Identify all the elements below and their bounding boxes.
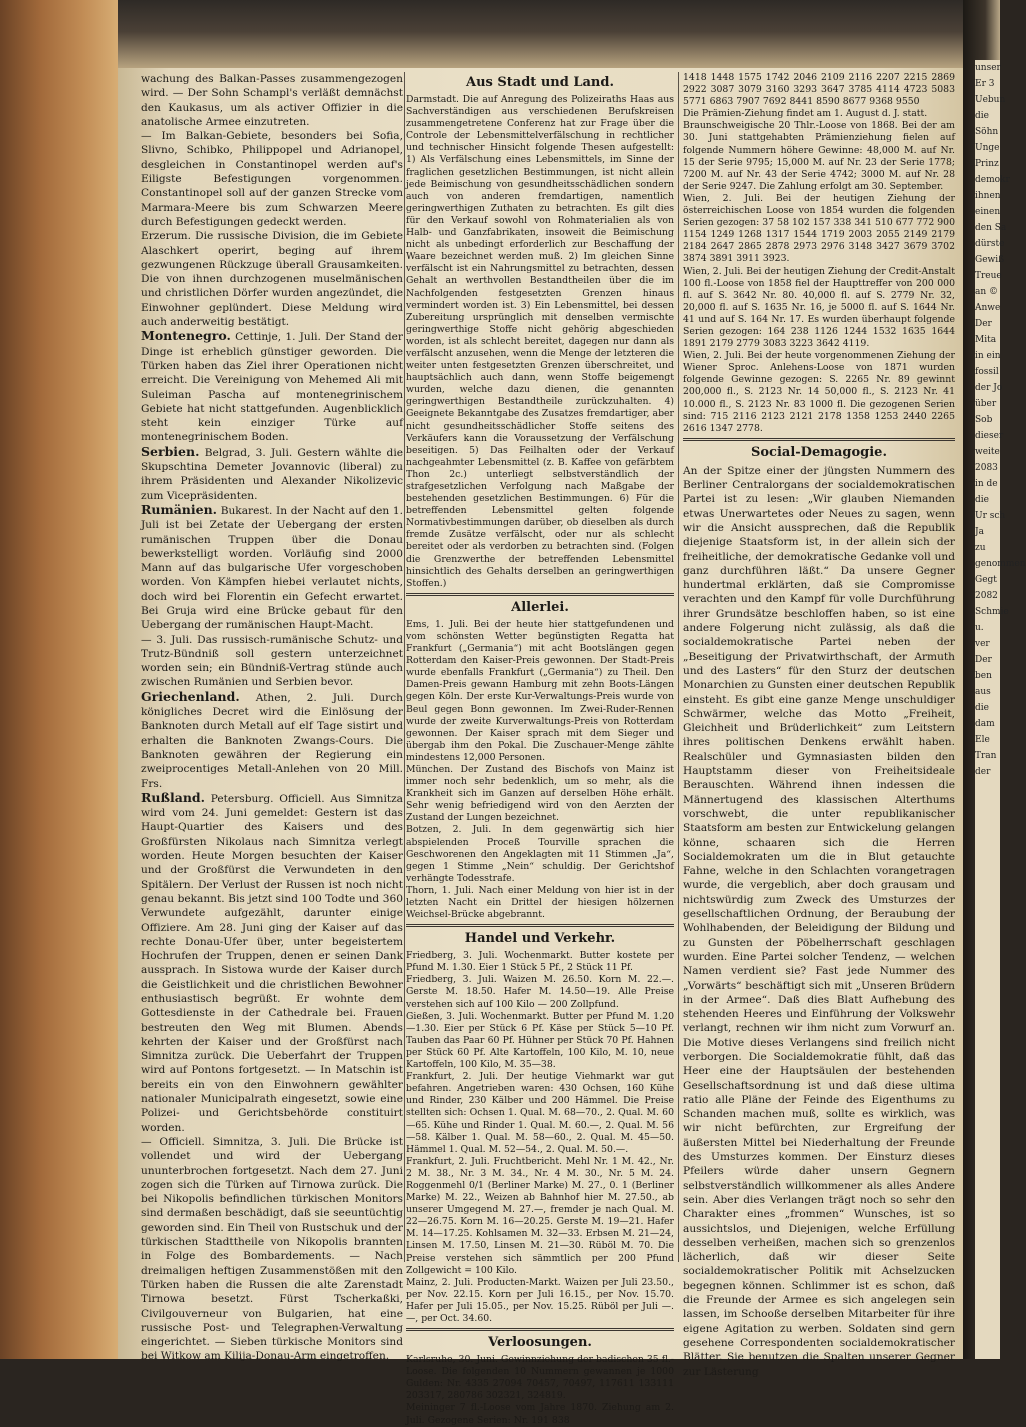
- section-heading-montenegro: Montenegro.: [141, 328, 231, 344]
- article-paragraph: Gießen, 3. Juli. Wochenmarkt. Butter per Pfund M. 1.20—1.30. Eier per Stück 6 Pf. Käse per Stück 5—10 Pf. Tauben das Paar 60 Pf. Hühner per Stück 70 Pf. Hahnen per Stück 60 Pf. Alte Kartoffeln, 100 Kilo, M. 10, neue Kartoffeln, 100 Kilo, M. 35—38.: [406, 1010, 674, 1071]
- next-page-fragment: unser: [975, 63, 1001, 73]
- next-page-fragment: ben: [975, 671, 992, 681]
- section-heading-serbien: Serbien.: [141, 443, 200, 459]
- next-page-fragment: in ein: [975, 351, 1001, 361]
- section-rule: [406, 924, 674, 927]
- article-paragraph: Petersburg. Officiell. Aus Simnitza wird vom 24. Juni gemeldet: Gestern ist das Haupt-Quartier des Kaisers und des Großfürsten Nikolaus nach Simnitza verlegt worden. Heute Morgen besuchten der Kaiser und der Großfürst die Verwundeten in den Spitälern. Der Verlust der Russen ist noch nicht genau bekannt. Bis jetzt sind 100 Todte und 360 Verwundete aufgezählt, darunter einige Offiziere. Am 28. Juni ging der Kaiser auf das rechte Donau-Ufer über, unter begeistertem Hochrufen der Truppen, denen er seinen Dank aussprach. In Sistowa wurde der Kaiser durch die Geistlichkeit und die christlichen Bewohner enthusiastisch begrüßt. Er wohnte dem Gottesdienste in der Cathedrale bei. Frauen bestreuten den Weg mit Blumen. Abends kehrten der Kaiser und der Großfürst nach Simnitza zurück. Die Ueberfahrt der Truppen wird auf Pontons fortgesetzt. — In Matschin ist bereits ein von den Einwohnern gewählter nationaler Municipalrath eingesetzt, sowie eine Polizei- und Gerichtsbehörde constituirt worden.: [141, 792, 403, 1134]
- section-heading-verloosungen: Verloosungen.: [488, 1335, 592, 1351]
- article-paragraph: Ems, 1. Juli. Bei der heute hier stattgefundenen und vom schönsten Wetter begünstigten Regatta hat Frankfurt („Germania“) mit acht Bootslängen gegen Rotterdam den Kaiser-Preis gewonnen. Der Stadt-Preis wurde ebenfalls Frankfurt („Germania“) zu Theil. Den Damen-Preis gewann Hamburg mit zehn Boots-Längen gegen Köln. Der erste Kur-Verwaltungs-Preis wurde von Beul gegen Bonn gewonnen. Im Zwei-Ruder-Rennen wurde der zweite Kurverwaltungs-Preis von Rotterdam gewonnen. Der Kaiser sprach mit dem Sieger und übergab ihm den Pokal. Die Zuschauer-Menge zählte mindestens 12,000 Personen.: [406, 618, 674, 763]
- next-page-fragment: 2082: [975, 591, 998, 601]
- next-page-fragment: 2083: [975, 463, 998, 473]
- next-page-fragment: einen: [975, 207, 1001, 217]
- next-page-fragment: weite: [975, 447, 1000, 457]
- next-page-fragment: dieser: [975, 431, 1004, 441]
- next-page-fragment: Tran: [975, 751, 997, 761]
- next-page-fragment: in de: [975, 479, 998, 489]
- article-paragraph: wachung des Balkan-Passes zusammengezogen wird. — Der Sohn Schampl's verläßt demnächst den Kaukasus, um als activer Offizier in die anatolische Armee einzutreten.: [141, 73, 403, 128]
- book-binding-edge: [0, 0, 118, 1359]
- section-rule: [683, 438, 955, 441]
- section-rule: [406, 593, 674, 596]
- article-paragraph: Frankfurt, 2. Juli. Der heutige Viehmarkt war gut befahren. Angetrieben waren: 430 Ochsen, 160 Kühe und Rinder, 230 Kälber und 200 Hämmel. Die Preise stellten sich: Ochsen 1. Qual. M. 68—70., 2. Qual. M. 60—65. Kühe und Rinder 1. Qual. M. 60.—, 2. Qual. M. 56—58. Kälber 1. Qual. M. 58—60., 2. Qual. M. 45—50. Hämmel 1. Qual. M. 52—54., 2. Qual. M. 50.—.: [406, 1071, 674, 1155]
- article-paragraph: Bukarest. In der Nacht auf den 1. Juli ist bei Zetate der Uebergang der ersten rumänischen Truppen über die Donau bewerkstelligt worden. Vorläufig sind 2000 Mann auf das bulgarische Ufer vorgeschoben worden. Von Kämpfen hiebei verlautet nichts, doch wird bei Florentin ein Gefecht erwartet. Bei Gruja wird eine Brücke gebaut für den Uebergang der rumänischen Haupt-Macht.: [141, 504, 403, 632]
- next-page-fragment: Schmie: [975, 607, 1009, 617]
- next-page-fragment: Der: [975, 655, 992, 665]
- article-paragraph: An der Spitze einer der jüngsten Nummern des Berliner Centralorgans der socialdemokratischen Partei ist zu lesen: „Wir glauben Niemanden etwas Unerwartetes oder Neues zu sagen, wenn wir die Ansicht aussprechen, daß die Republik diejenige Staatsform ist, in der allein sich der freiheitliche, der demokratische Gedanke voll und ganz durchführen läßt.“ Da unsere Gegner hundertmal erklärten, daß sie Compromisse verachten und den Kampf für volle Durchführung ihrer Grundsätze beschloffen haben, so ist eine andere Folgerung nicht zulässig, als daß die socialdemokratische Partei neben der „Beseitigung der Privatwirthschaft, der Armuth und des Lasters“ für den Sturz der deutschen Monarchien zu Gunsten einer deutschen Republik einsteht. Es gibt eine ganze Menge unschuldiger Schwärmer, welche das Motto „Freiheit, Gleichheit und Brüderlichkeit“ zum Leitstern ihres politischen Denkens erwählt haben. Realschüler und Gymnasiasten bilden den Hauptstamm dieser von Freiheitsideale Berauschten. Während ihnen indessen die Männertugend des klassischen Alterthums vorschwebt, die unter republikanischer Staatsform am besten zur Entwickelung gelangen könne, schaaren sich die Herren Socialdemokraten um die in Blut getauchte Fahne, welche in den Schlachten vorangetragen wurde, die vergeblich, aber doch grausam und nichtswürdig zum Zweck des Umsturzes der gesellschaftlichen Ordnung, der Beraubung der Wohlhabenden, der Beleidigung der Bildung und zu Gunsten der Pöbelherrschaft geschlagen wurden. Eine Partei solcher Tendenz, — welchen Namen verdient sie? Fast jede Nummer des „Vorwärts“ beschäftigt sich mit „Unseren Brüdern in der Armee“. Daß dies Blatt Aufhebung des stehenden Heeres und Einführung der Volkswehr verlangt, rechnen wir ihm nicht zum Vorwurf an. Die Motive dieses Verlangens sind freilich nicht verborgen. Die Socialdemokratie fühlt, daß das Heer eine der Hauptsäulen der bestehenden Gesellschaftsordnung ist und daß diese ultima ratio alle Pläne der Feinde des Eigenthums zu Schanden machen muß, sollte es wirklich, was wir nicht befürchten, zur Ergreifung der äußersten Mittel bei Niederhaltung der Freunde des Umsturzes kommen. Der Einsturz dieses Pfeilers würde daher unsern Gegnern selbstverständlich willkommener als alles Andere sein. Aber dies Verlangen trägt noch so sehr den Charakter eines „frommen“ Wunsches, ist so aussichtslos, und Diejenigen, welche Erfüllung desselben verheißen, machen sich so grenzenlos lächerlich, daß wir dieser Seite socialdemokratischer Politik mit Achselzucken begegnen können. Schlimmer ist es schon, daß die Freunde der Armee es sich angelegen sein lassen, im Schooße derselben Mitarbeiter für ihre eigene Agitation zu werben. Soldaten sind gern gesehene Correspondenten socialdemokratischer Blätter. Sie benutzen die Spalten unserer Gegner zur Lästerung: [683, 464, 955, 1378]
- next-page-fragment: der Jo: [975, 383, 1003, 393]
- article-paragraph: — 3. Juli. Das russisch-rumänische Schutz- und Trutz-Bündniß soll gestern unterzeichnet worden sein; ein Bündniß-Vertrag stünde auch zwischen Rumänien und Serbien bevor.: [141, 633, 403, 689]
- article-paragraph: Cettinje, 1. Juli. Der Stand der Dinge ist erheblich günstiger geworden. Die Türken haben das Ziel ihrer Operationen nicht erreicht. Die Vereinigung von Mehemed Ali mit Suleiman Pascha auf montenegrinischem Gebiete hat nicht stattgefunden. Augenblicklich steht kein einziger Türke auf montenegrinischem Boden.: [141, 331, 403, 444]
- next-page-fragment: aus: [975, 687, 991, 697]
- next-page-fragment: die: [975, 111, 989, 121]
- column-divider: [678, 72, 679, 1262]
- next-page-fragment: genommen: [975, 559, 1026, 569]
- top-shadow: [118, 0, 963, 70]
- next-page-fragment: der: [975, 767, 991, 777]
- next-page-fragment: dam: [975, 719, 995, 729]
- article-paragraph: Friedberg, 3. Juli. Waizen M. 26.50. Korn M. 22.—. Gerste M. 18.50. Hafer M. 14.50—19. Alle Preise verstehen sich auf 100 Kilo — 200 Zollpfund.: [406, 974, 674, 1010]
- article-paragraph: Meininger 7 fl.-Loose vom Jahre 1870. Ziehung am 2. Juli. Gezogene Serien: Nr. 191 838: [406, 1402, 674, 1426]
- section-heading-griechenland: Griechenland.: [141, 688, 240, 704]
- next-page-fragment: Ja: [975, 527, 984, 537]
- next-page-fragment: Sob: [975, 415, 993, 425]
- article-paragraph: Wien, 2. Juli. Bei der heutigen Ziehung der österreichischen Loose von 1854 wurden die folgenden Serien gezogen: 37 58 102 157 338 341 510 677 772 900 1154 1249 1268 1317 1544 1719 2003 2055 2149 2179 2184 2647 2865 2878 2973 2976 3148 3427 3679 3702 3874 3891 3911 3923.: [683, 192, 955, 265]
- next-page-fragment: Unge: [975, 143, 1000, 153]
- article-paragraph: Wien, 2. Juli. Bei der heutigen Ziehung der Credit-Anstalt 100 fl.-Loose von 1858 fiel der Haupttreffer von 200 000 fl. auf S. 3642 Nr. 80. 40,000 fl. auf S. 2779 Nr. 32, 20,000 fl. auf S. 1635 Nr. 16, je 5000 fl. auf S. 1644 Nr. 41 und auf S. 164 Nr. 17. Es wurden überhaupt folgende Serien gezogen: 164 238 1126 1244 1532 1635 1644 1891 2179 2779 3083 3223 3642 4119.: [683, 265, 955, 350]
- next-page-fragment: an ©: [975, 287, 999, 297]
- next-page-fragment: über: [975, 399, 997, 409]
- next-page-fragment: zu: [975, 543, 986, 553]
- article-paragraph: Erzerum. Die russische Division, die im Gebiete Alaschkert operirt, beging auf ihrem gezwungenen Rückzuge überall Grausamkeiten. Die von ihnen durchzogenen muselmänischen und christlichen Dörfer wurden angezündet, die Einwohner geplündert. Diese Meldung wird auch anderweitig bestätigt.: [141, 230, 403, 329]
- article-paragraph: — Officiell. Simnitza, 3. Juli. Die Brücke ist vollendet und wird der Uebergang ununterbrochen fortgesetzt. Nach dem 27. Juni zogen sich die Türken auf Tirnowa zurück. Die bei Nikopolis befindlichen türkischen Monitors sind dermaßen beschädigt, daß sie seeuntüchtig geworden sind. Ein Theil von Rustschuk und der türkischen Stadttheile von Nikopolis brannten in Folge des Bombardements. — Nach dreimaligen heftigen Zusammenstößen mit den Türken haben die Russen die alte Zarenstadt Tirnowa besetzt. Fürst Tscherkaßki, Civilgouverneur von Bulgarien, hat eine russische Post- und Telegraphen-Verwaltung eingerichtet. — Sieben türkische Monitors sind bei Witkow am Kilija-Donau-Arm eingetroffen.: [141, 1135, 403, 1363]
- article-paragraph: Friedberg, 3. Juli. Wochenmarkt. Butter kostete per Pfund M. 1.30. Eier 1 Stück 5 Pf., 2 Stück 11 Pf.: [406, 950, 674, 974]
- next-page-fragment: Gewiß: [975, 255, 1005, 265]
- article-paragraph: Botzen, 2. Juli. In dem gegenwärtig sich hier abspielenden Proceß Tourville sprachen die Geschworenen den Angeklagten mit 11 Stimmen „Ja“, gegen 1 Stimme „Nein“ schuldig. Der Gerichtshof verhängte Todesstrafe.: [406, 824, 674, 884]
- middle-column: [406, 72, 674, 1427]
- left-column: [141, 72, 403, 1364]
- next-page-fragment: Er 3: [975, 79, 995, 89]
- next-page-fragment: fossil: [975, 367, 999, 377]
- next-page-fragment: demokr: [975, 175, 1010, 185]
- article-paragraph: Die Prämien-Ziehung findet am 1. August d. J. statt.: [683, 108, 928, 120]
- column-divider: [404, 72, 405, 1262]
- article-paragraph: Darmstadt. Die auf Anregung des Polizeiraths Haas aus Sachverständigen aus verschiedenen Berufskreisen zusammengetretene Conferenz hat zur Frage über die Controle der Lebensmittelverfälschung in rechtlicher und technischer Hinsicht folgende Thesen aufgestellt: 1) Als Verfälschung eines Lebensmittels, im Sinne der fraglichen gesetzlichen Bestimmungen, ist nicht allein jede Beimischung von gesundheitsschädlichen sondern auch von anderen fremdartigen, namentlich geringwerthigen Zuthaten zu betrachten. Es gilt dies für den Verkauf sowohl von Rohmaterialien als von Halb- und Ganzfabrikaten, insoweit die Beimischung nicht als unbedingt erforderlich zur Beschaffung der Waare bezeichnet werden muß. 2) Im gleichen Sinne verfälscht ist ein Nahrungsmittel zu betrachten, dessen Gehalt an werthvollen Bestandtheilen über die im Nachfolgenden festgesetzten Grenzen hinaus vermindert worden ist. 3) Ein Lebensmittel, bei dessen Zubereitung ursprünglich mit denselben vermischte geringwerthige Stoffe nicht gehörig abgeschieden worden, ist als schlecht bereitet, dagegen nur dann als verfälscht anzusehen, wenn die Menge der letzteren die weiter unten festgesetzten Grenzen überschreitet, und hauptsächlich auch dann, wenn Stoffe beigemengt wurden, welche dazu dienen, die genannten geringwerthigen Bestandtheile zurückzuhalten. 4) Geeignete Bekanntgabe des Zusatzes fremdartiger, aber nicht gesundheitsschädlicher Stoffe seitens des Verkäufers kann die Voraussetzung der Verfälschung beseitigen. 5) Das Feilhalten oder der Verkauf nachgeahmter Lebensmittel (z. B. Kaffee von gefärbtem Thon 2c.) unterliegt selbstverständlich der strafgesetzlichen Verfolgung nach Maßgabe der bestehenden gesetzlichen Bestimmungen. 6) Für die betreffenden Lebensmittel gelten folgende Normativbestimmungen darüber, ob dieselben als durch fremde Zusätze verfälscht, oder nur als schlecht bereitet oder als verdorben zu betrachten sind. (Folgen die Grenzwerthe der betreffenden Lebensmittel hinsichtlich des Gehalts derselben an geringwerthigen Stoffen.): [406, 94, 674, 589]
- next-page-fragment: Uebun: [975, 95, 1006, 105]
- article-paragraph: Wien, 2. Juli. Bei der heute vorgenommenen Ziehung der Wiener Sproc. Anlehens-Loose von 1871 wurden folgende Gewinne gezogen: S. 2265 Nr. 89 gewinnt 200,000 fl., S. 2123 Nr. 14 50,000 fl., S. 2123 Nr. 41 10.000 fl., S. 2123 Nr. 83 1000 fl. Die gezogenen Serien sind: 715 2116 2123 2121 2178 1358 1253 2440 2265 2616 1347 2778.: [683, 350, 955, 434]
- section-heading-rumaenien: Rumänien.: [141, 501, 218, 517]
- section-heading-stadt-und-land: Aus Stadt und Land.: [466, 75, 614, 90]
- section-rule: [406, 1328, 674, 1331]
- next-page-fragment: Ur sch: [975, 511, 1006, 521]
- next-page-fragment: ver: [975, 639, 990, 649]
- article-paragraph: — Im Balkan-Gebiete, besonders bei Sofia, Slivno, Schibko, Philippopel und Adrianopel, desgleichen in Constantinopel werden auf's Eiligste Befestigungen vorgenommen. Constantinopel soll auf der ganzen Strecke vom Marmara-Meere bis zum Schwarzen Meere durch Befestigungen gedeckt werden.: [141, 130, 403, 228]
- section-heading-handel: Handel und Verkehr.: [464, 931, 616, 947]
- article-paragraph: Frankfurt, 2. Juli. Fruchtbericht. Mehl Nr. 1 M. 42., Nr. 2 M. 38., Nr. 3 M. 34., Nr. 4 M. 30., Nr. 5 M. 24. Roggenmehl 0/1 (Berliner Marke) M. 27., 0. 1 (Berliner Marke) M. 22., Weizen ab Bahnhof hier M. 27.50., ab unserer Umgegend M. 27.—, fremder je nach Qual. M. 22—26.75. Korn M. 16—20.25. Gerste M. 19—21. Hafer M. 14—17.25. Kohlsamen M. 32—33. Erbsen M. 21—24, Linsen M. 17.50, Linsen M. 21—30. Rüböl M. 70. Die Preise verstehen sich sämmtlich per 200 Pfund Zollgewicht = 100 Kilo.: [406, 1155, 674, 1276]
- next-page-fragment: Gegt: [975, 575, 997, 585]
- next-page-fragment: Anwe: [975, 303, 1001, 313]
- next-page-fragment: Mita: [975, 335, 997, 345]
- article-paragraph: 1418 1448 1575 1742 2046 2109 2116 2207 2215 2869 2922 3087 3079 3160 3293 3647 3785 4114 4723 5083 5771 6863 7907 7692 8441 8590 8677 9368 9550: [683, 72, 955, 108]
- next-page-fragment: Prinz: [975, 159, 999, 169]
- right-column: [683, 72, 955, 1379]
- article-paragraph: Thorn, 1. Juli. Nach einer Meldung von hier ist in der letzten Nacht ein Drittel der hiesigen hölzernen Weichsel-Brücke abgebrannt.: [406, 884, 674, 921]
- section-heading-social-demagogie: Social-Demagogie.: [751, 444, 887, 460]
- article-paragraph: Athen, 2. Juli. Durch königliches Decret wird die Einlösung der Banknoten durch Metall auf elf Tage sistirt und erhalten die Banknoten Zwangs-Cours. Die Banknoten gewähren der Regierung ein zweiprocentiges Metall-Anlehen von 20 Mill. Frs.: [141, 691, 403, 790]
- article-paragraph: Mainz, 2. Juli. Producten-Markt. Waizen per Juli 23.50., per Nov. 22.15. Korn per Juli 16.15., per Nov. 15.70. Hafer per Juli 15.05., per Nov. 15.25. Rüböl per Juli —.—, per Oct. 34.60.: [406, 1276, 674, 1324]
- next-page-fragment: Söhn: [975, 127, 999, 137]
- section-heading-russland: Rußland.: [141, 789, 206, 805]
- section-heading-allerlei: Allerlei.: [511, 599, 569, 615]
- next-page-fragment: u.: [975, 623, 984, 633]
- article-paragraph: München. Der Zustand des Bischofs von Mainz ist immer noch sehr bedenklich, um so mehr, als die Krankheit sich im Ganzen auf derselben Höhe erhält. Sehr wenig befriedigend wird von den Aerzten der Zustand der Lungen bezeichnet.: [406, 763, 674, 824]
- next-page-fragment: ihnen: [975, 191, 1001, 201]
- article-paragraph: Braunschweigische 20 Thlr.-Loose von 1868. Bei der am 30. Juni stattgehabten Prämienziehung fielen auf folgende Nummern höhere Gewinne: 48,000 M. auf Nr. 15 der Serie 9795; 15,000 M. auf Nr. 23 der Serie 1778; 7200 M. auf Nr. 43 der Serie 4742; 3000 M. auf Nr. 28 der Serie 9247. Die Zahlung erfolgt am 30. September.: [683, 120, 955, 192]
- next-page-fragment: Der: [975, 319, 992, 329]
- article-paragraph: Belgrad, 3. Juli. Gestern wählte die Skupschtina Demeter Jovannovic (liberal) zu ihrem Präsidenten und Alexander Nikolizevic zum Vicepräsidenten.: [141, 446, 403, 502]
- next-page-fragment: Ele: [975, 735, 990, 745]
- article-paragraph: Karlsruhe, 30. Juni. Gewinnziehung der badischen 35 fl.-Loose. Die folgenden 10 Nummern gewannen je 1000 Gulden: Nr. 4335 27094 70457, 70497, 117611 133111 203317, 280786 302321, 324819.: [406, 1354, 674, 1402]
- next-page-fragment: die: [975, 495, 989, 505]
- next-page-edge: [975, 60, 1026, 1359]
- next-page-fragment: die: [975, 703, 989, 713]
- next-page-fragment: dürste: [975, 239, 1005, 249]
- next-page-fragment: den Sa: [975, 223, 1007, 233]
- next-page-fragment: Treue: [975, 271, 1002, 281]
